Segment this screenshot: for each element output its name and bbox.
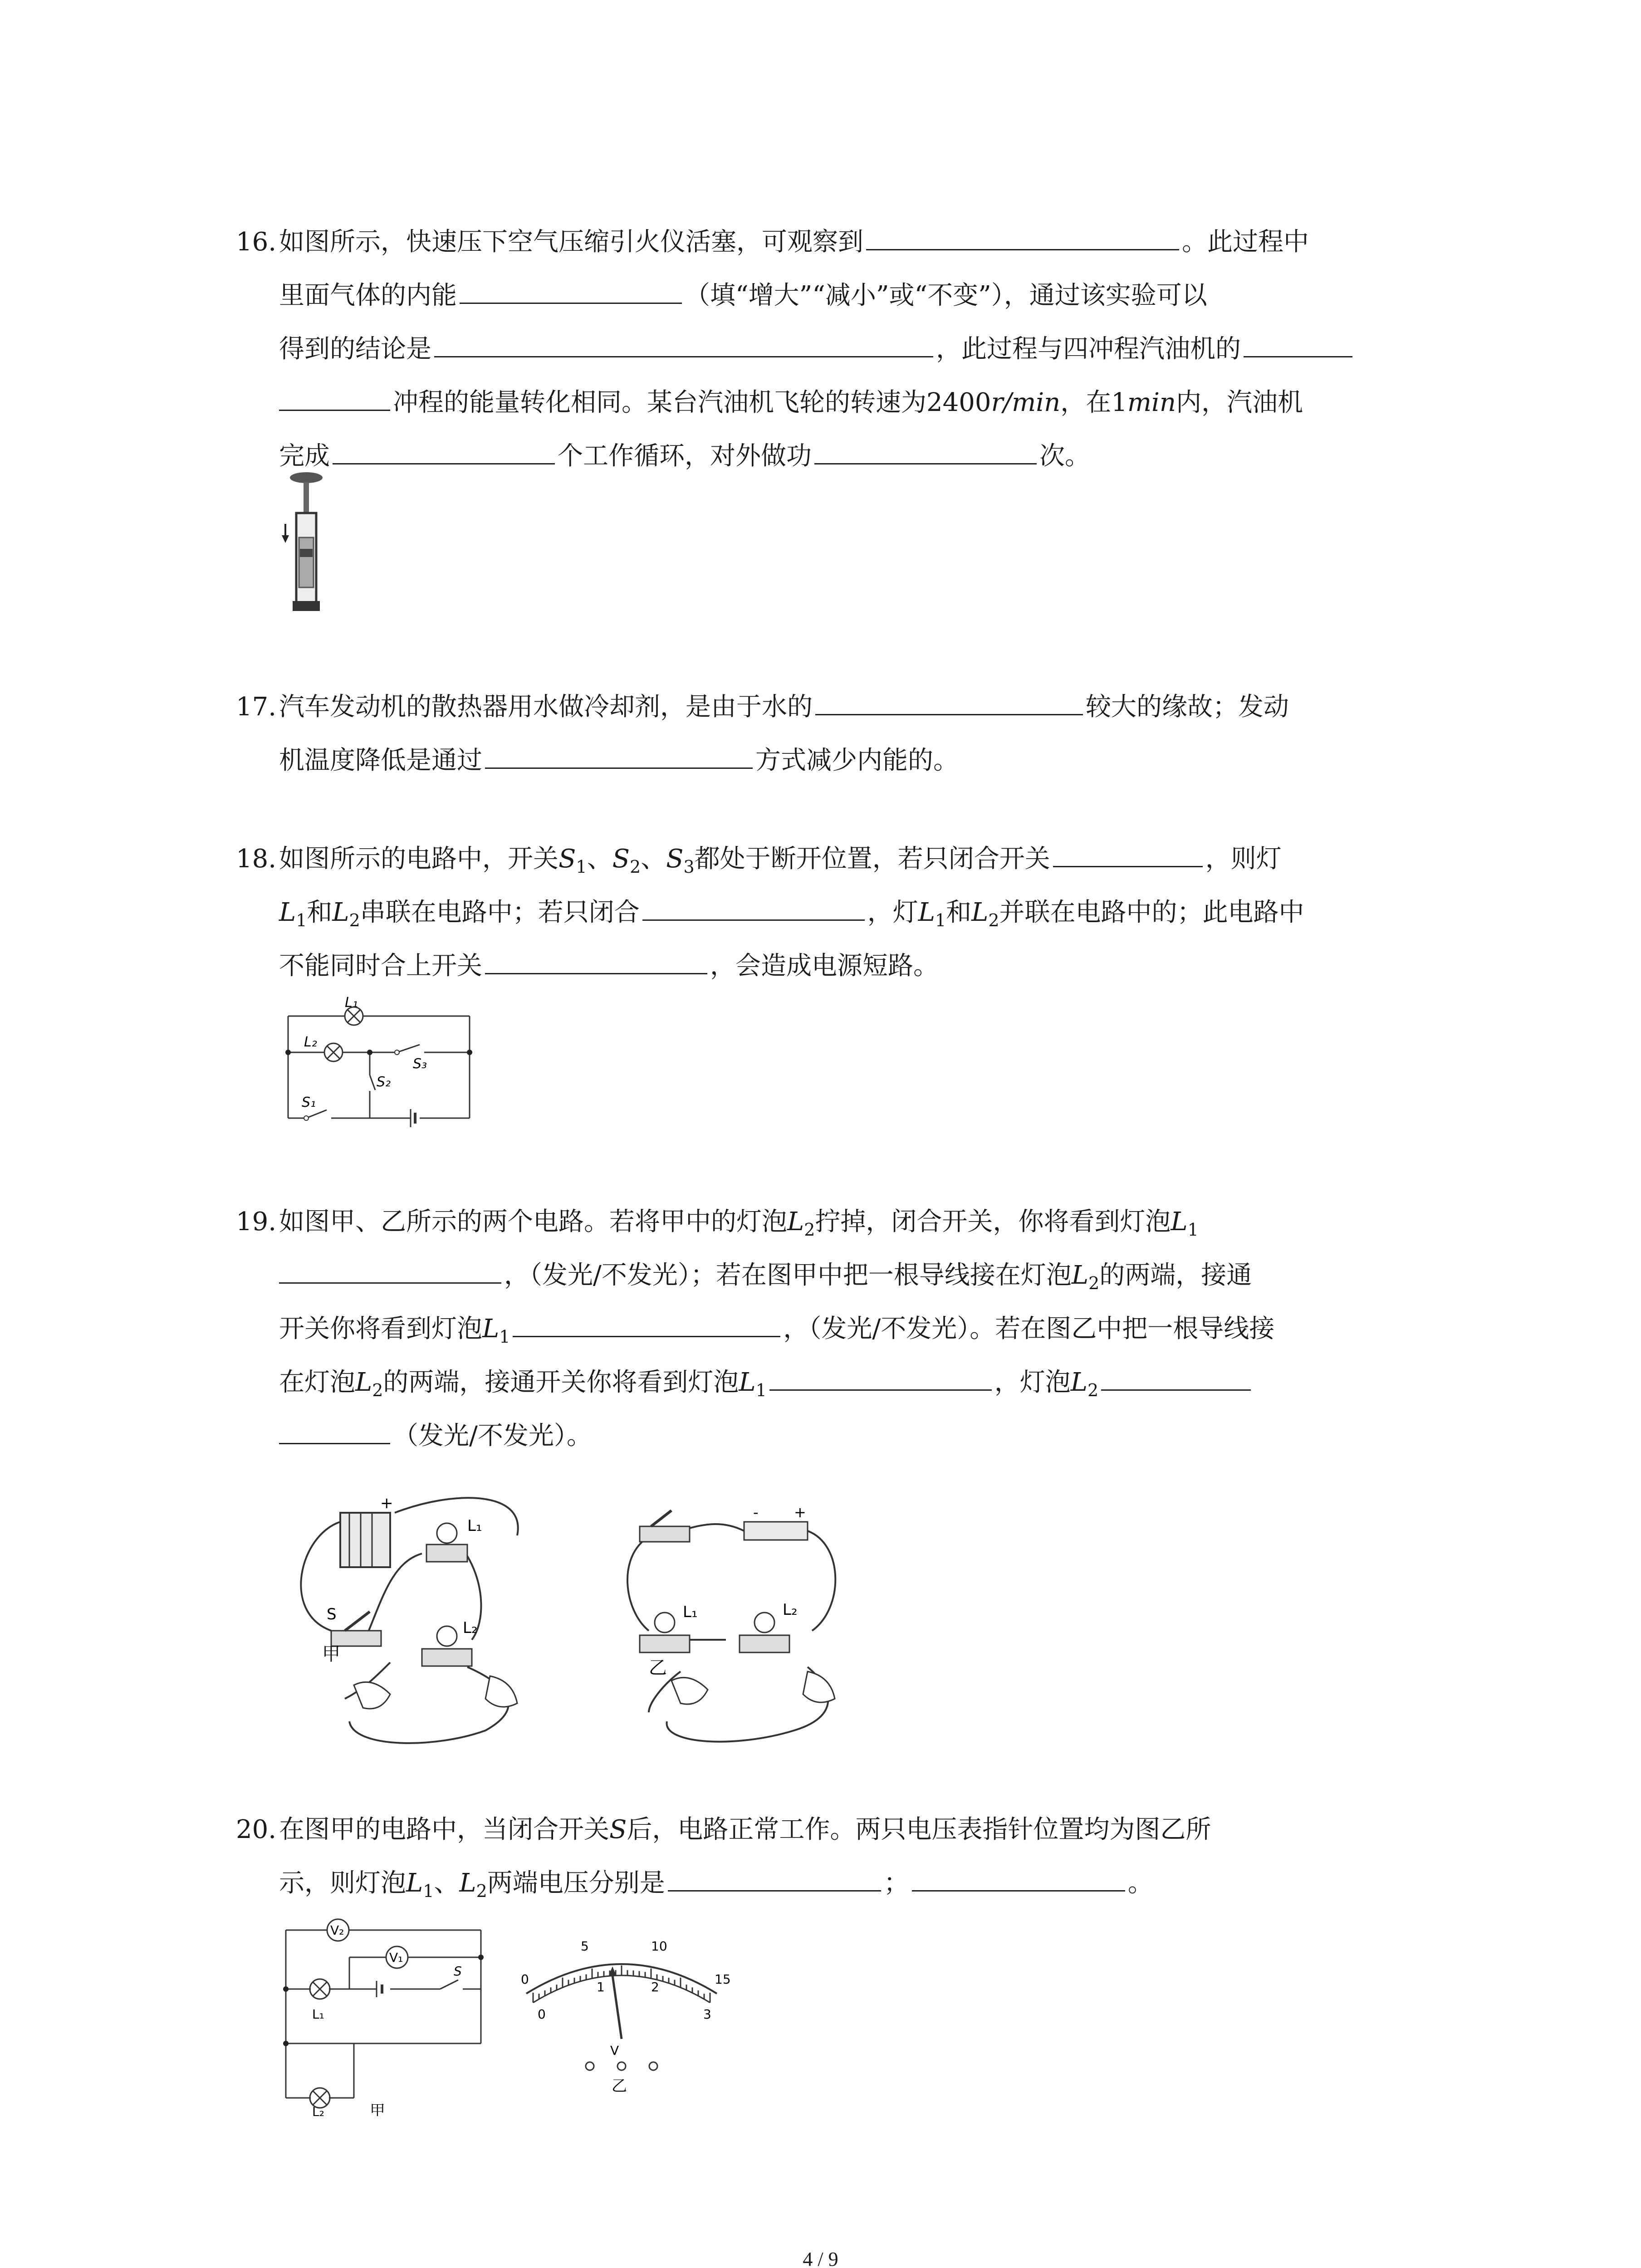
voltmeter-dial [521,1939,731,2095]
answer-blank[interactable] [769,1360,992,1391]
question-number: 20. [236,1815,277,1844]
question-number: 19. [236,1207,277,1237]
label-plus: + [794,1504,806,1521]
answer-blank[interactable] [912,1861,1125,1892]
question-20 [236,1803,1461,1912]
answer-blank[interactable] [485,944,707,974]
bulb-l2-icon [437,1626,457,1646]
question-number: 16. [236,227,277,257]
bulb-l1-icon [655,1613,675,1633]
question-16 [236,215,1461,497]
q16-line-4: 冲程的能量转化相同。某台汽油机飞轮的转速为2400r/min，在1min内，汽油机 [279,376,1303,430]
answer-blank[interactable] [1053,837,1203,867]
battery-icon [744,1522,808,1540]
label-jia: 甲 [322,1644,340,1665]
label-yi: 乙 [649,1657,667,1678]
question-number: 17. [236,692,277,722]
question-number: 18. [236,844,277,874]
hand-icon [354,1682,390,1709]
bulb-holder-l1 [640,1635,690,1652]
answer-blank[interactable] [814,434,1037,464]
answer-blank[interactable] [279,381,390,411]
question-17 [236,680,1461,789]
label-l1: L₁ [345,996,358,1011]
label-s3: S₃ [413,1056,427,1072]
hand-icon [485,1676,517,1707]
label-yi: 乙 [612,2077,627,2095]
answer-blank[interactable] [866,220,1179,250]
label-s1: S₁ [302,1095,316,1110]
answer-blank[interactable] [333,434,555,464]
q19-figures [272,1495,953,1750]
switch-yi [640,1526,690,1542]
q18-circuit-figure [279,996,479,1134]
label-minus: - [753,1504,759,1521]
label-l2: L₂ [783,1601,798,1619]
bulb-holder-l1 [426,1545,467,1562]
answer-blank[interactable] [279,1414,390,1444]
label-v: V [610,2043,619,2058]
bulb-l2-icon [754,1613,774,1633]
q19-line-5: （发光/不发光）。 [279,1409,592,1463]
q17-line-2: 机温度降低是通过 方式减少内能的。 [279,734,959,787]
q20-figures [272,1916,771,2118]
label-s: S [454,1964,462,1979]
q16-line-5: 完成 个工作循环，对外做功 次。 [279,430,1090,483]
q18-line-1: 如图所示的电路中，开关$S_1$、$S_2$、$S_3$都处于断开位置，若只闭合开关 ，则灯 [279,832,1282,894]
scale-top-15: 15 [715,1972,731,1987]
q16-line-2: 里面气体的内能 （填“增大”“减小”或“不变”），通过该实验可以 [279,269,1207,323]
answer-blank[interactable] [513,1307,780,1337]
label-l2: L₂ [312,2104,324,2116]
battery-icon [340,1513,390,1567]
answer-blank[interactable] [485,738,753,769]
answer-blank[interactable] [1244,327,1352,357]
answer-blank[interactable] [642,890,865,921]
q20-line-2: 示，则灯泡$L_1$、$L_2$两端电压分别是 ； 。 [279,1857,1153,1918]
bulb-l1-icon [437,1523,457,1543]
q19-line-1: 如图甲、乙所示的两个电路。若将甲中的灯泡$L_2$拧掉，闭合开关，你将看到灯泡$L_1$ [279,1207,1199,1240]
q17-line-1: 汽车发动机的散热器用水做冷却剂，是由于水的 较大的缘故；发动 [279,680,1289,734]
label-v1: V₁ [389,1950,403,1965]
q16-line-1: 如图所示，快速压下空气压缩引火仪活塞，可观察到 。此过程中 [279,215,1309,269]
label-l2: L₂ [304,1034,317,1050]
label-plus: + [380,1495,393,1512]
label-l1: L₁ [467,1517,482,1535]
answer-blank[interactable] [279,1253,501,1284]
q19-line-3: 开关你将看到灯泡$L_1$ ，（发光/不发光）。若在图乙中把一根导线接 [279,1302,1274,1364]
q18-line-2: $L_1$和$L_2$串联在电路中；若只闭合 ，灯$L_1$和$L_2$并联在电路中的；此电路中 [279,886,1304,947]
label-l1: L₁ [683,1603,698,1621]
answer-blank[interactable] [460,274,682,304]
hand-icon [671,1677,708,1704]
question-19 [236,1195,1461,1476]
answer-blank[interactable] [1101,1360,1251,1391]
scale-top-0: 0 [521,1972,529,1987]
scale-top-5: 5 [581,1939,589,1954]
hand-icon [803,1672,835,1702]
answer-blank[interactable] [668,1861,881,1892]
label-l1: L₁ [312,2007,324,2022]
q20-line-1: 在图甲的电路中，当闭合开关S后，电路正常工作。两只电压表指针位置均为图乙所 [279,1815,1211,1844]
label-s2: S₂ [377,1074,391,1090]
answer-blank[interactable] [434,327,933,357]
answer-blank[interactable] [815,685,1083,715]
scale-bottom-1: 1 [597,1980,605,1994]
scale-bottom-3: 3 [703,2007,711,2022]
air-compression-igniter-figure [274,469,338,621]
label-jia: 甲 [370,2102,385,2116]
bulb-holder-l2 [422,1649,472,1666]
label-v2: V₂ [330,1923,344,1938]
q18-line-3: 不能同时合上开关 ，会造成电源短路。 [279,939,939,993]
q19-line-4: 在灯泡$L_2$的两端，接通开关你将看到灯泡$L_1$ ，灯泡$L_2$ [279,1356,1254,1417]
scale-bottom-0: 0 [538,2007,546,2022]
scale-top-10: 10 [651,1939,667,1954]
scale-bottom-2: 2 [651,1980,659,1994]
question-18 [236,832,1461,996]
circuit-yi [627,1524,835,1742]
q19-line-2: ，（发光/不发光）；若在图甲中把一根导线接在灯泡$L_2$的两端，接通 [279,1249,1252,1310]
label-l2: L₂ [463,1619,478,1637]
q16-line-3: 得到的结论是 ，此过程与四冲程汽油机的 [279,323,1355,376]
page-number: 4 / 9 [803,2248,838,2268]
bulb-holder-l2 [740,1635,789,1652]
label-s: S [327,1605,337,1623]
